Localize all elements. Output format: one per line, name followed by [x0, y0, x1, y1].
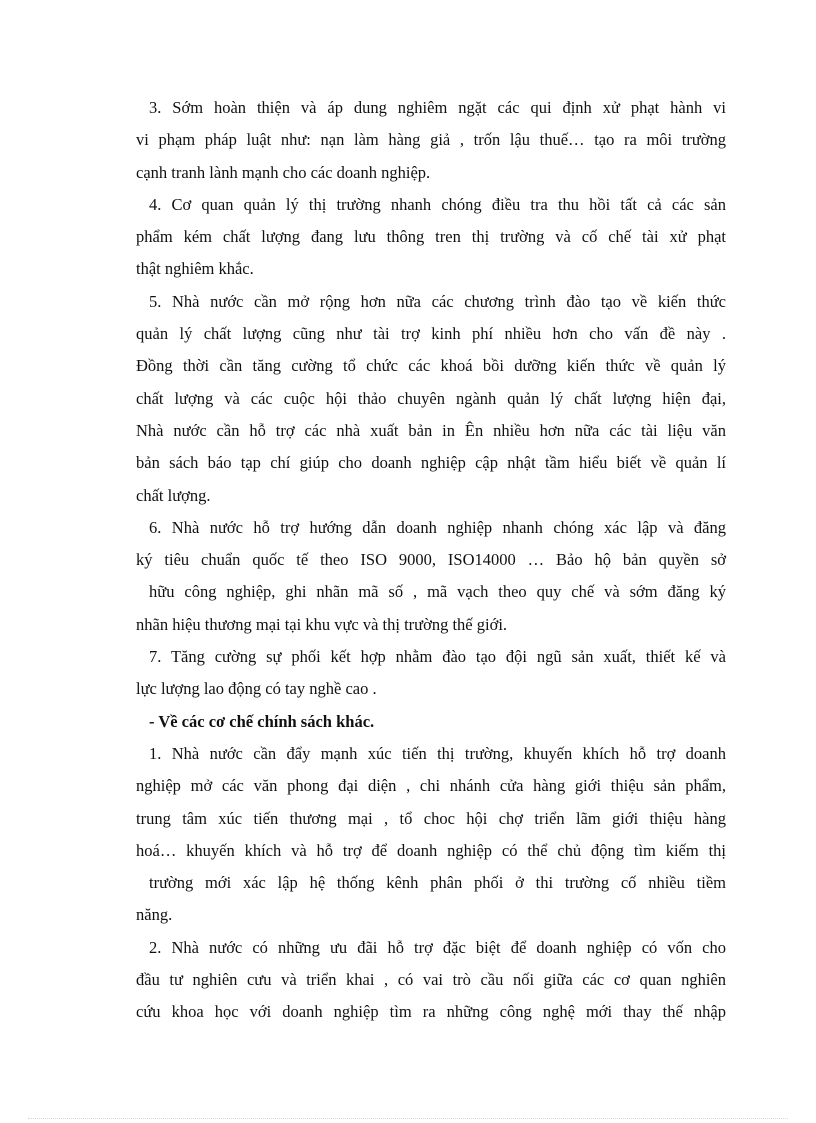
text-line: lực lượng lao động có tay nghề cao . [136, 679, 377, 699]
text-line: chất lượng và các cuộc hội thảo chuyên ngành quản lý chất lượng hiện đại, [136, 388, 726, 408]
text-line: trường mới xác lập hệ thống kênh phân phối ở thi trường cố nhiều tiềm [149, 873, 726, 893]
text-line: nhãn hiệu thương mại tại khu vực và thị trường thế giới. [136, 614, 508, 634]
text-line: nghiệp mở các văn phong đại diện , chi nhánh cửa hàng giới thiệu sản phẩm, [136, 776, 726, 796]
text-line: hoá… khuyến khích và hỗ trợ để doanh nghiệp có thể chủ động tìm kiếm thị [136, 840, 726, 860]
body-text [136, 92, 726, 1029]
text-line: đầu tư nghiên cưu và triển khai , có vai trò cầu nối giữa các cơ quan nghiên [136, 970, 726, 990]
text-line: vi phạm pháp luật như: nạn làm hàng giả , trốn lậu thuế… tạo ra môi trường [136, 130, 726, 150]
text-line: ký tiêu chuẩn quốc tế theo ISO 9000, ISO14000 … Bảo hộ bản quyền sở [136, 550, 726, 570]
text-line: 4. Cơ quan quản lý thị trường nhanh chóng điều tra thu hồi tất cả các sản [149, 194, 726, 214]
text-line: bản sách báo tạp chí giúp cho doanh nghiệp cập nhật tầm hiểu biết về quản lí [136, 453, 726, 473]
text-line: cứu khoa học với doanh nghiệp tìm ra những công nghệ mới thay thế nhập [136, 1002, 726, 1022]
text-line: chất lượng. [136, 485, 211, 505]
text-line: 7. Tăng cường sự phối kết hợp nhằm đào tạo đội ngũ sản xuất, thiết kế và [149, 647, 726, 667]
text-line: 1. Nhà nước cần đẩy mạnh xúc tiến thị trường, khuyến khích hỗ trợ doanh [149, 743, 726, 763]
text-line: 2. Nhà nước có những ưu đãi hỗ trợ đặc biệt để doanh nghiệp có vốn cho [149, 937, 726, 957]
text-line: phẩm kém chất lượng đang lưu thông tren thị trường và cố chế tài xử phạt [136, 227, 726, 247]
text-line: Nhà nước cần hỗ trợ các nhà xuất bản in Ên nhiều hơn nữa các tài liệu văn [136, 420, 726, 440]
text-line: cạnh tranh lành mạnh cho các doanh nghiệp. [136, 162, 431, 182]
section-heading-line: - Về các cơ chế chính sách khác. [149, 711, 375, 731]
text-line: 6. Nhà nước hỗ trợ hướng dẫn doanh nghiệp nhanh chóng xác lập và đăng [149, 517, 726, 537]
text-line: 3. Sớm hoàn thiện và áp dung nghiêm ngặt các qui định xử phạt hành vi [149, 98, 726, 117]
text-line: 5. Nhà nước cần mở rộng hơn nữa các chương trình đào tạo về kiến thức [149, 291, 726, 311]
page-bottom-divider [28, 1118, 788, 1119]
text-line: hữu công nghiệp, ghi nhãn mã số , mã vạch theo quy chế và sớm đăng ký [149, 582, 726, 602]
text-line: thật nghiêm khắc. [136, 259, 254, 279]
text-line: quản lý chất lượng cũng như tài trợ kinh phí nhiều hơn cho vấn đề này . [136, 324, 726, 344]
text-line: Đồng thời cần tăng cường tổ chức các khoá bồi dưỡng kiến thức về quản lý [136, 356, 726, 376]
text-line: trung tâm xúc tiến thương mại , tổ choc hội chợ triển lãm giới thiệu hàng [136, 808, 726, 828]
text-line: năng. [136, 905, 173, 925]
